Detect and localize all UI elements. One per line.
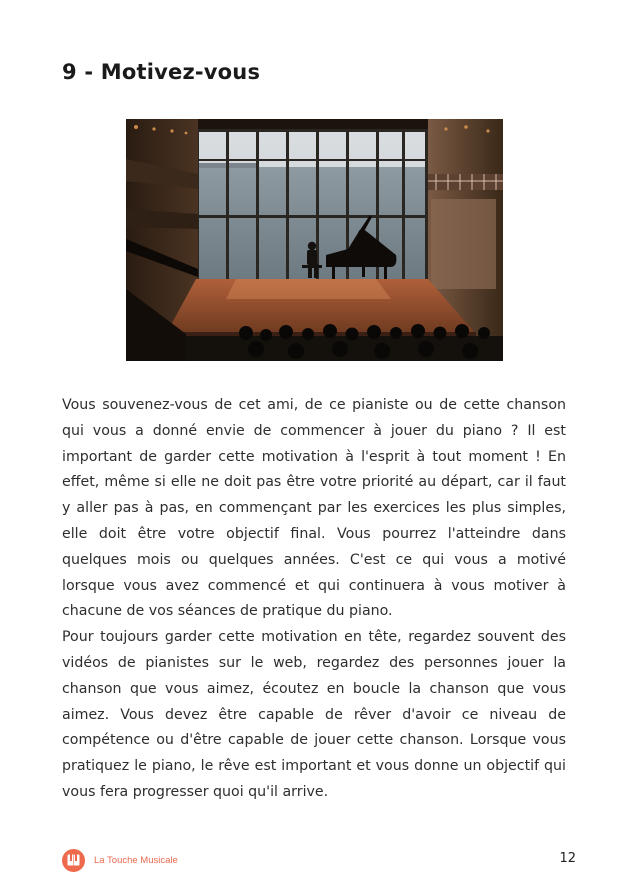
- page-footer: [62, 848, 576, 872]
- paragraph-2: Pour toujours garder cette motivation en tête, regardez souvent des vidéos de pianistes sur le web, regardez des personnes jouer la chanson que vous aimez, écoutez en boucle la chanson que vous aimez. Vous devez être capable de rêver d'avoir ce niveau de compétence ou d'être capable de jouer cette chanson. Lorsque vous pratiquez le piano, le rêve est important et vous donne un objectif qui vous fera progresser quoi qu'il arrive.: [62, 629, 566, 800]
- page-number: 12: [559, 851, 576, 866]
- concert-hall-piano-photo: [126, 119, 503, 361]
- piano-keys-logo-icon: [62, 849, 85, 872]
- paragraph-1: Vous souvenez-vous de cet ami, de ce pianiste ou de cette chanson qui vous a donné envie de commencer à jouer du piano ? Il est important de garder cette motivation à l'esprit à tout moment ! En effet, même si elle ne doit pas être votre priorité au départ, car il faut y aller pas à pas, en commençant par les exercices les plus simples, elle doit être votre objectif final. Vous pourrez l'atteindre dans quelques mois ou quelques années. C'est ce qui vous a motivé lorsque vous avez commencé et qui continuera à vous motiver à chacune de vos séances de pratique du piano.: [62, 397, 566, 620]
- page-title: 9 - Motivez-vous: [62, 60, 261, 84]
- brand: [62, 848, 178, 872]
- body-text: [62, 393, 566, 806]
- brand-name: La Touche Musicale: [94, 854, 178, 866]
